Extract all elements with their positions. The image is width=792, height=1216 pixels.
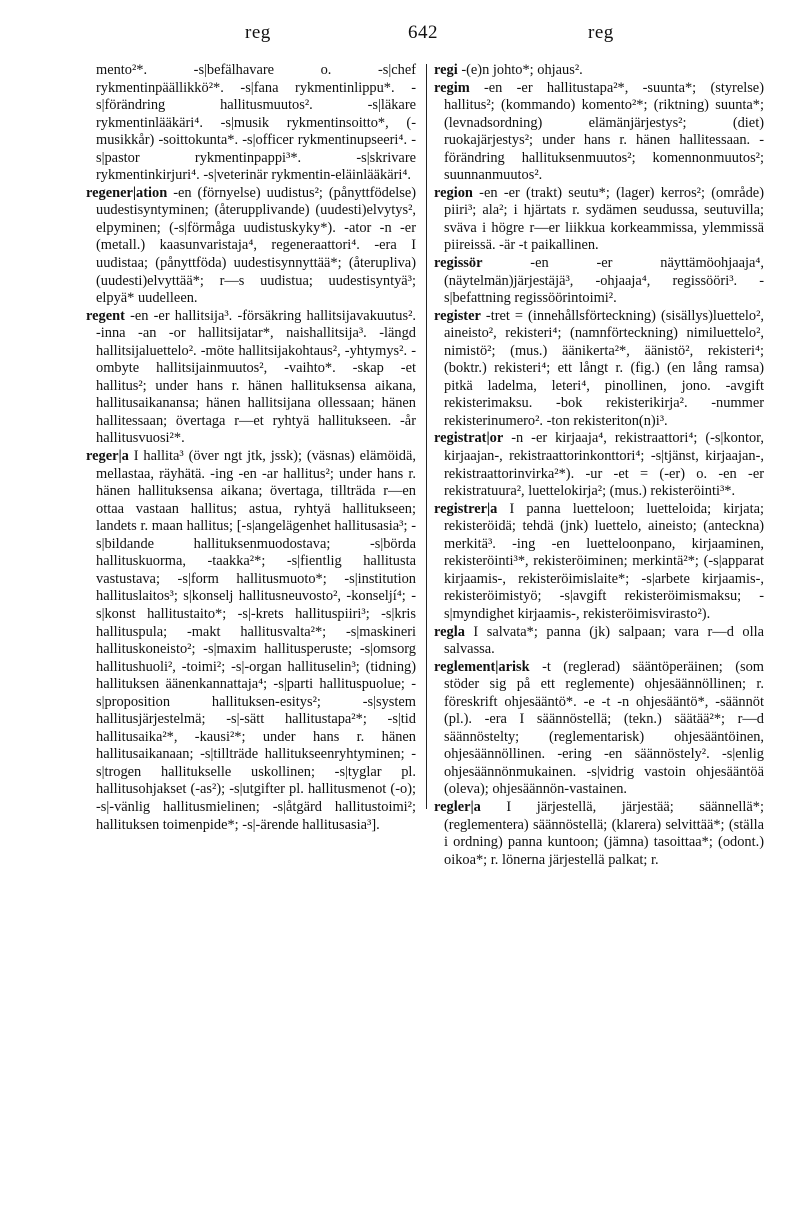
- entry-headword: regi: [434, 62, 458, 78]
- page-number: 642: [408, 22, 438, 43]
- dictionary-entry: [434, 799, 764, 869]
- left-guide-word: reg: [245, 22, 271, 43]
- dictionary-entry: [434, 430, 764, 500]
- entry-headword: regissör: [434, 255, 483, 272]
- page-header: [90, 22, 790, 50]
- entry-headword: regla: [434, 623, 465, 640]
- entry-headword: regim: [434, 79, 470, 96]
- entry-headword: regener|ation: [86, 184, 168, 201]
- entry-body: -(e)n johto*; ohjaus².: [457, 62, 583, 78]
- entry-body: mento²*. -s|befälhavare o. -s|chef rykmentinpäällikkö²*. -s|fana rykmentinlippu*. -s|förändring hallitusmuutos². -s|läkare rykmentinlääkäri⁴. -s|musik rykmentinsoitto*, (-musikkår) -soittokunta*. -s|officer rykmentinupseeri⁴. -s|pastor rykmentinpappi³*. -s|skrivare rykmentinkirjuri⁴. -s|veterinär rykmentin-eläinlääkäri⁴.: [96, 62, 416, 184]
- entry-body: -en -er näyttämöohjaaja⁴, (näytelmän)järjestäjä³, -ohjaaja⁴, regissööri³. -s|befattning regissöörintoimi².: [444, 255, 764, 307]
- right-guide-word: reg: [588, 22, 614, 43]
- entry-headword: region: [434, 184, 473, 201]
- dictionary-entry: [86, 62, 416, 185]
- dictionary-entry: [434, 185, 764, 255]
- entry-headword: regent: [86, 307, 125, 324]
- entry-headword: registrer|a: [434, 500, 498, 517]
- entry-headword: reger|a: [86, 448, 129, 465]
- right-column: [434, 62, 764, 869]
- dictionary-entry: [434, 308, 764, 431]
- entry-headword: reglement|arisk: [434, 658, 530, 675]
- entry-body: -en (förnyelse) uudistus²; (pånyttfödelse) uudestisyntyminen; (återupplivande) (uudesti)elvytys², elpyminen; (-s|förmåga uudistuskyky*). -ator -n -er (metall.) kaasunvaristaja⁴, regeneraattori⁴. -era I uudistaa; (pånyttföda) uudestisynnyttää*; (återupliva) (uudesti)elvyttää*; r—s uudistua; uudestisyntyä³; elpyä* uudelleen.: [96, 184, 416, 307]
- entry-body: -t (reglerad) sääntöperäinen; (som stöder sig på ett reglemente) ohjesäännöllinen; r. föreskrift ohjesääntö*. -e -t -n ohjesääntö*, -säännöt (pl.). -era I säännöstellä; (tekn.) säätää²*; r—d säännöstelty; (reglementarisk) ohjesääntöinen, ohjesäännöllinen. -ering -en säännöstely². -s|enlig ohjesäännönmukainen. -s|vidrig vastoin ohjesääntöä (oleva); ohjesäännön-vastainen.: [444, 658, 764, 798]
- dictionary-entry: [434, 659, 764, 799]
- entry-body: -en -er hallitsija³. -försäkring hallitsijavakuutus². -inna -an -or hallitsijatar*, naishallitsija³. -längd hallitsijaluettelo². -möte hallitsijakohtaus², -yhtymys². -ombyte hallitsijainmuutos², -vaihto*. -skap -et hallitus²; under hans r. hänen hallituksensa aikana, hallitusaikanansa; hänen hallitsijana ollessaan; hänen hallitessaan; övertaga r—et ryhtyä hallitukseen. -år hallitusvuosi²*.: [96, 307, 416, 447]
- column-divider: [426, 64, 427, 809]
- entry-body: -tret = (innehållsförteckning) (sisällys)luettelo², aineisto², rekisteri⁴; (namnförteckning) nimiluettelo², nimistö²; (mus.) äänikerta²*, äänistö², rekisteri⁴; (boktr.) rekisteri⁴; ett långt r. (fig.) (en lång ramsa) pitkä ladelma, leteri⁴, pinollinen, jono. -avgift rekisterimaksu. -bok rekisterikirja². -nummer rekisterinumero². -ton rekisteriton(n)i³.: [444, 307, 764, 429]
- entry-body: -en -er (trakt) seutu*; (lager) kerros²; (område) piiri³; ala²; i hjärtats r. sydämen seudussa, seutuvilla; sväva i högre r—er liikkua korkeammissa, ylemmissä piireissä. -är -t paikallinen.: [444, 184, 764, 254]
- dictionary-columns: [86, 62, 786, 1202]
- dictionary-entry: [434, 80, 764, 185]
- left-column: [86, 62, 416, 834]
- dictionary-entry: [434, 62, 764, 80]
- entry-headword: register: [434, 307, 481, 324]
- entry-body: -n -er kirjaaja⁴, rekistraattori⁴; (-s|kontor, kirjaajan-, rekistraattorinkonttori⁴; -s|tjänst, kirjaajan-, rekistraattorinvirka²*). -ur -et = (-er) o. -en -er rekistratuura², luettelokirja²; (mus.) rekisteröinti³*.: [444, 430, 764, 500]
- entry-body: -en -er hallitustapa²*, -suunta*; (styrelse) hallitus²; (kommando) komento²*; (riktning) suunta*; (levnadsordning) elämänjärjestys²; (diet) ruokajärjestys²; under hans r. hänen hallitessaan. -förändring hallituksenmuutos²; komennonmuutos²; suunnanmuutos².: [444, 79, 764, 184]
- entry-body: I hallita³ (över ngt jtk, jssk); (väsnas) elämöidä, mellastaa, räyhätä. -ing -en -ar hallitus²; under hans r. hänen hallituksensa aikana; övertaga, tillträda r—en ottaa vastaan hallitus; astua, ryhtyä hallitukseen; landets r. maan hallitus; [-s|angelägenhet hallitusasia³; -s|bildande hallituksenmuodostava; -s|börda hallituskuorma, -taakka²*; -s|fientlig hallitusta vastustava; -s|form hallitusmuoto*; -s|institution hallituslaitos³; s|konselj hallitusneuvosto², -konseljí⁴; -s|konst hallitustaito*; -s|-krets hallituspiiri³; -s|kris hallituspula; -makt hallitusvalta²*; -s|maskineri hallituskoneisto²; -s|maxim hallitusperuste; -s|omsorg hallitushuoli², -toimi²; -s|-organ hallituselin³; (tidning) hallituksen äänenkannattaja⁴; -s|parti hallituspuolue; -s|proposition hallituksen-esitys²; -s|system hallitusjärjestelmä; -s|-sätt hallitustapa²*; -s|tid hallitusaika²*, -kausi²*; under hans r. hänen hallitusaikanaan; -s|tillträde hallitukseenryhtyminen; -s|trogen hallitukselle uskollinen; -s|tyglar pl. hallitusohjakset (-as²); -s|utgifter pl. hallitusmenot (-o); -s|-vänlig hallitusmielinen; -s|åtgärd hallitustoimi²; hallituksen toimenpide*; -s|-ärende hallitusasia³].: [96, 448, 416, 833]
- dictionary-entry: [86, 448, 416, 834]
- entry-body: I järjestellä, järjestää; säännellä*; (reglementera) säännöstellä; (klarera) selvittää*; (ställa i ordning) panna kuntoon; (jämna) tasoittaa*; (odont.) oikoa*; r. lönerna järjestellä palkat; r.: [444, 798, 764, 868]
- dictionary-entry: [434, 501, 764, 624]
- entry-headword: regler|a: [434, 798, 481, 815]
- dictionary-entry: [434, 624, 764, 659]
- entry-body: I panna luetteloon; luetteloida; kirjata; rekisteröidä; tehdä (jnk) luettelo, aineisto; (anteckna) merkitä³. -ing -en luetteloonpano, kirjaaminen, rekisteröinti³*, rekisteröiminen; merkintä²*; (-s|apparat kirjaamis-, rekisteröimislaite*; -s|arbete kirjaamis-, rekisteröimistyö; -s|avgift rekisteröimismaksu; -s|myndighet kirjaamis-, rekisteröimisvirasto²).: [444, 500, 764, 622]
- dictionary-entry: [86, 185, 416, 308]
- dictionary-entry: [434, 255, 764, 308]
- entry-body: I salvata*; panna (jk) salpaan; vara r—d olla salvassa.: [444, 623, 764, 658]
- entry-headword: registrat|or: [434, 430, 504, 447]
- dictionary-entry: [86, 308, 416, 448]
